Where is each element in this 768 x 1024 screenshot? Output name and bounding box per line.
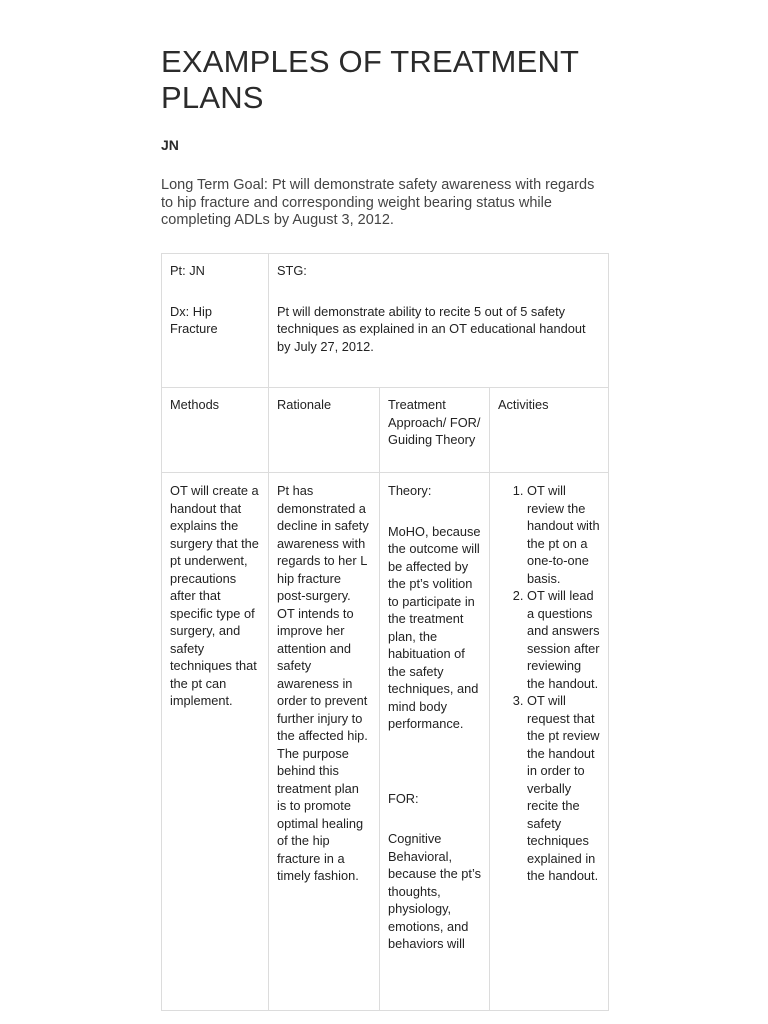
activities-list	[498, 482, 600, 885]
methods-cell: OT will create a handout that explains the surgery that the pt underwent, precautions after that specific type of surgery, and safety techniques that the pt can implement.	[162, 473, 269, 1011]
approach-cell	[380, 473, 490, 1011]
stg-label: STG:	[277, 263, 307, 278]
table-header-row	[162, 388, 609, 473]
treatment-plan-table	[161, 253, 609, 1011]
list-item: 3. OT will request that the pt review the handout in order to verbally recite the safety techniques explained in the handout.	[527, 692, 600, 885]
patient-info-cell	[162, 254, 269, 388]
theory-text: MoHO, because the outcome will be affected by the pt’s volition to participate in the treatment plan, the habituation of the safety techniques, and mind body performance.	[388, 523, 481, 731]
long-term-goal: Long Term Goal: Pt will demonstrate safety awareness with regards to hip fracture and corresponding weight bearing status while completing ADLs by August 3, 2012.	[161, 177, 595, 228]
patient-initials-heading: JN	[161, 137, 179, 153]
stg-cell	[269, 254, 609, 388]
activities-cell	[490, 473, 609, 1011]
theory-label: Theory:	[388, 483, 432, 498]
for-label: FOR:	[388, 790, 419, 806]
header-methods: Methods	[162, 388, 269, 473]
page-title: EXAMPLES OF TREATMENT PLANS	[161, 44, 579, 115]
table-row	[162, 473, 609, 1011]
list-item: 1. OT will review the handout with the pt on a one-to-one basis.	[527, 482, 600, 587]
list-item: 2. OT will lead a questions and answers session after reviewing the handout.	[527, 587, 600, 692]
patient-label: Pt: JN	[170, 263, 205, 278]
stg-text: Pt will demonstrate ability to recite 5 out of 5 safety techniques as explained in an OT educational handout by July 27, 2012.	[277, 303, 586, 354]
header-approach: Treatment Approach/ FOR/ Guiding Theory	[380, 388, 490, 473]
rationale-cell: Pt has demonstrated a decline in safety awareness with regards to her L hip fracture post-surgery. OT intends to improve her attention and safety awareness in order to prevent further injury to the affected hip. The purpose behind this treatment plan is to promote optimal healing of the hip fracture in a timely fashion.	[269, 473, 380, 1011]
for-text: Cognitive Behavioral, because the pt’s thoughts, physiology, emotions, and behaviors will	[388, 831, 481, 951]
header-activities: Activities	[490, 388, 609, 473]
table-row	[162, 254, 609, 388]
diagnosis-label: Dx: Hip Fracture	[170, 303, 218, 336]
header-rationale: Rationale	[269, 388, 380, 473]
